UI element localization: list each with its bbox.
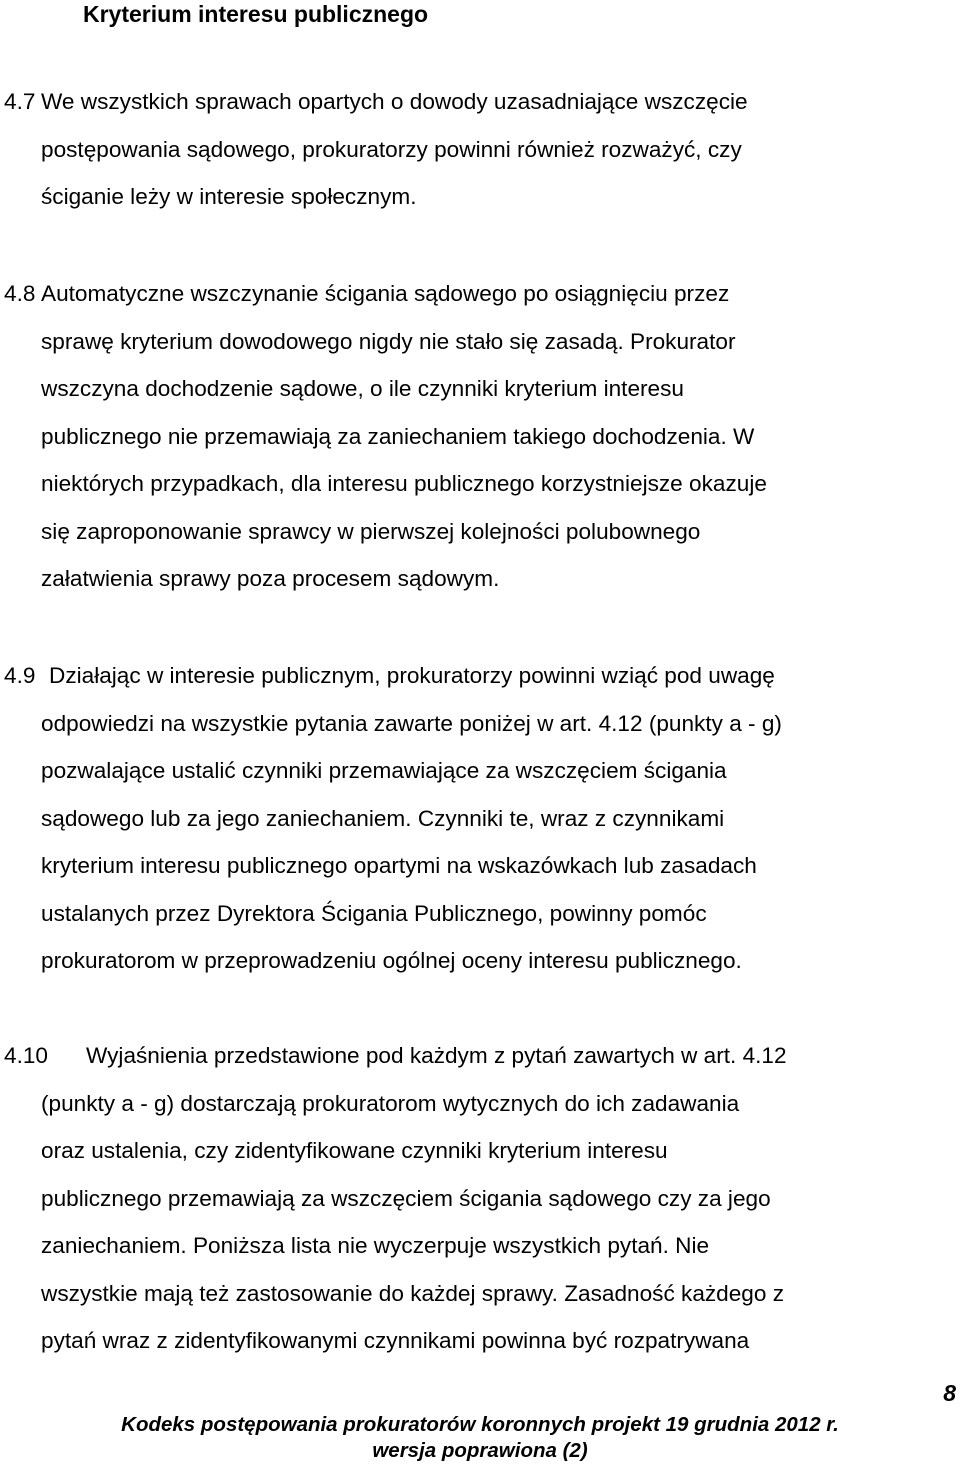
paragraph-number: 4.8	[4, 281, 36, 306]
paragraph-line: oraz ustalenia, czy zidentyfikowane czynniki kryterium interesu	[41, 1138, 668, 1163]
paragraph-line: pozwalające ustalić czynniki przemawiające za wszczęciem ścigania	[41, 758, 727, 783]
paragraph-line: się zaproponowanie sprawcy w pierwszej kolejności polubownego	[41, 518, 701, 544]
paragraph-line: 4.9 Działając w interesie publicznym, prokuratorzy powinni wziąć pod uwagę	[4, 652, 946, 700]
paragraph-line: wszystkie mają też zastosowanie do każdej sprawy. Zasadność każdego z	[41, 1280, 785, 1306]
paragraph-4-8	[4, 270, 946, 603]
paragraph-line: odpowiedzi na wszystkie pytania zawarte poniżej w art. 4.12 (punkty a - g)	[41, 710, 782, 736]
paragraph-line: postępowania sądowego, prokuratorzy powinni również rozważyć, czy	[41, 136, 742, 162]
paragraph-line: sprawę kryterium dowodowego nigdy nie stało się zasadą. Prokurator	[41, 328, 736, 354]
paragraph-line: 4.7 We wszystkich sprawach opartych o dowody uzasadniające wszczęcie	[4, 78, 946, 126]
paragraph-line: ściganie leży w interesie społecznym.	[41, 184, 417, 209]
paragraph-line: (punkty a - g) dostarczają prokuratorom wytycznych do ich zadawania	[41, 1090, 740, 1116]
paragraph-4-10	[4, 1032, 946, 1365]
paragraph-line: 4.8 Automatyczne wszczynanie ścigania sądowego po osiągnięciu przez	[4, 270, 946, 318]
paragraph-line: zaniechaniem. Poniższa lista nie wyczerpuje wszystkich pytań. Nie	[41, 1233, 710, 1258]
paragraph-line: pytań wraz z zidentyfikowanymi czynnikami powinna być rozpatrywana	[41, 1328, 750, 1353]
paragraph-line: ustalanych przez Dyrektora Ścigania Publicznego, powinny pomóc	[41, 900, 707, 926]
paragraph-line: 4.10 Wyjaśnienia przedstawione pod każdym z pytań zawartych w art. 4.12	[4, 1032, 946, 1080]
footer-title: Kodeks postępowania prokuratorów koronnych projekt 19 grudnia 2012 r.	[121, 1413, 839, 1436]
paragraph-line: wszczyna dochodzenie sądowe, o ile czynniki kryterium interesu	[41, 376, 684, 401]
paragraph-number: 4.7	[4, 89, 36, 114]
paragraph-line: niektórych przypadkach, dla interesu publicznego korzystniejsze okazuje	[41, 471, 767, 496]
page-number: 8	[943, 1380, 956, 1406]
paragraph-line: kryterium interesu publicznego opartymi na wskazówkach lub zasadach	[41, 853, 757, 878]
paragraph-line: załatwienia sprawy poza procesem sądowym.	[41, 566, 500, 591]
paragraph-number: 4.9	[4, 663, 36, 688]
paragraph-4-7	[4, 78, 946, 221]
paragraph-line: sądowego lub za jego zaniechaniem. Czynniki te, wraz z czynnikami	[41, 805, 725, 831]
paragraph-number: 4.10	[4, 1043, 48, 1068]
paragraph-4-9	[4, 652, 946, 985]
paragraph-line: publicznego przemawiają za wszczęciem ścigania sądowego czy za jego	[41, 1185, 771, 1211]
section-heading: Kryterium interesu publicznego	[83, 1, 429, 27]
paragraph-line: prokuratorom w przeprowadzeniu ogólnej oceny interesu publicznego.	[41, 948, 742, 973]
paragraph-line: publicznego nie przemawiają za zaniechaniem takiego dochodzenia. W	[41, 423, 755, 449]
footer-version: wersja poprawiona (2)	[372, 1439, 588, 1462]
